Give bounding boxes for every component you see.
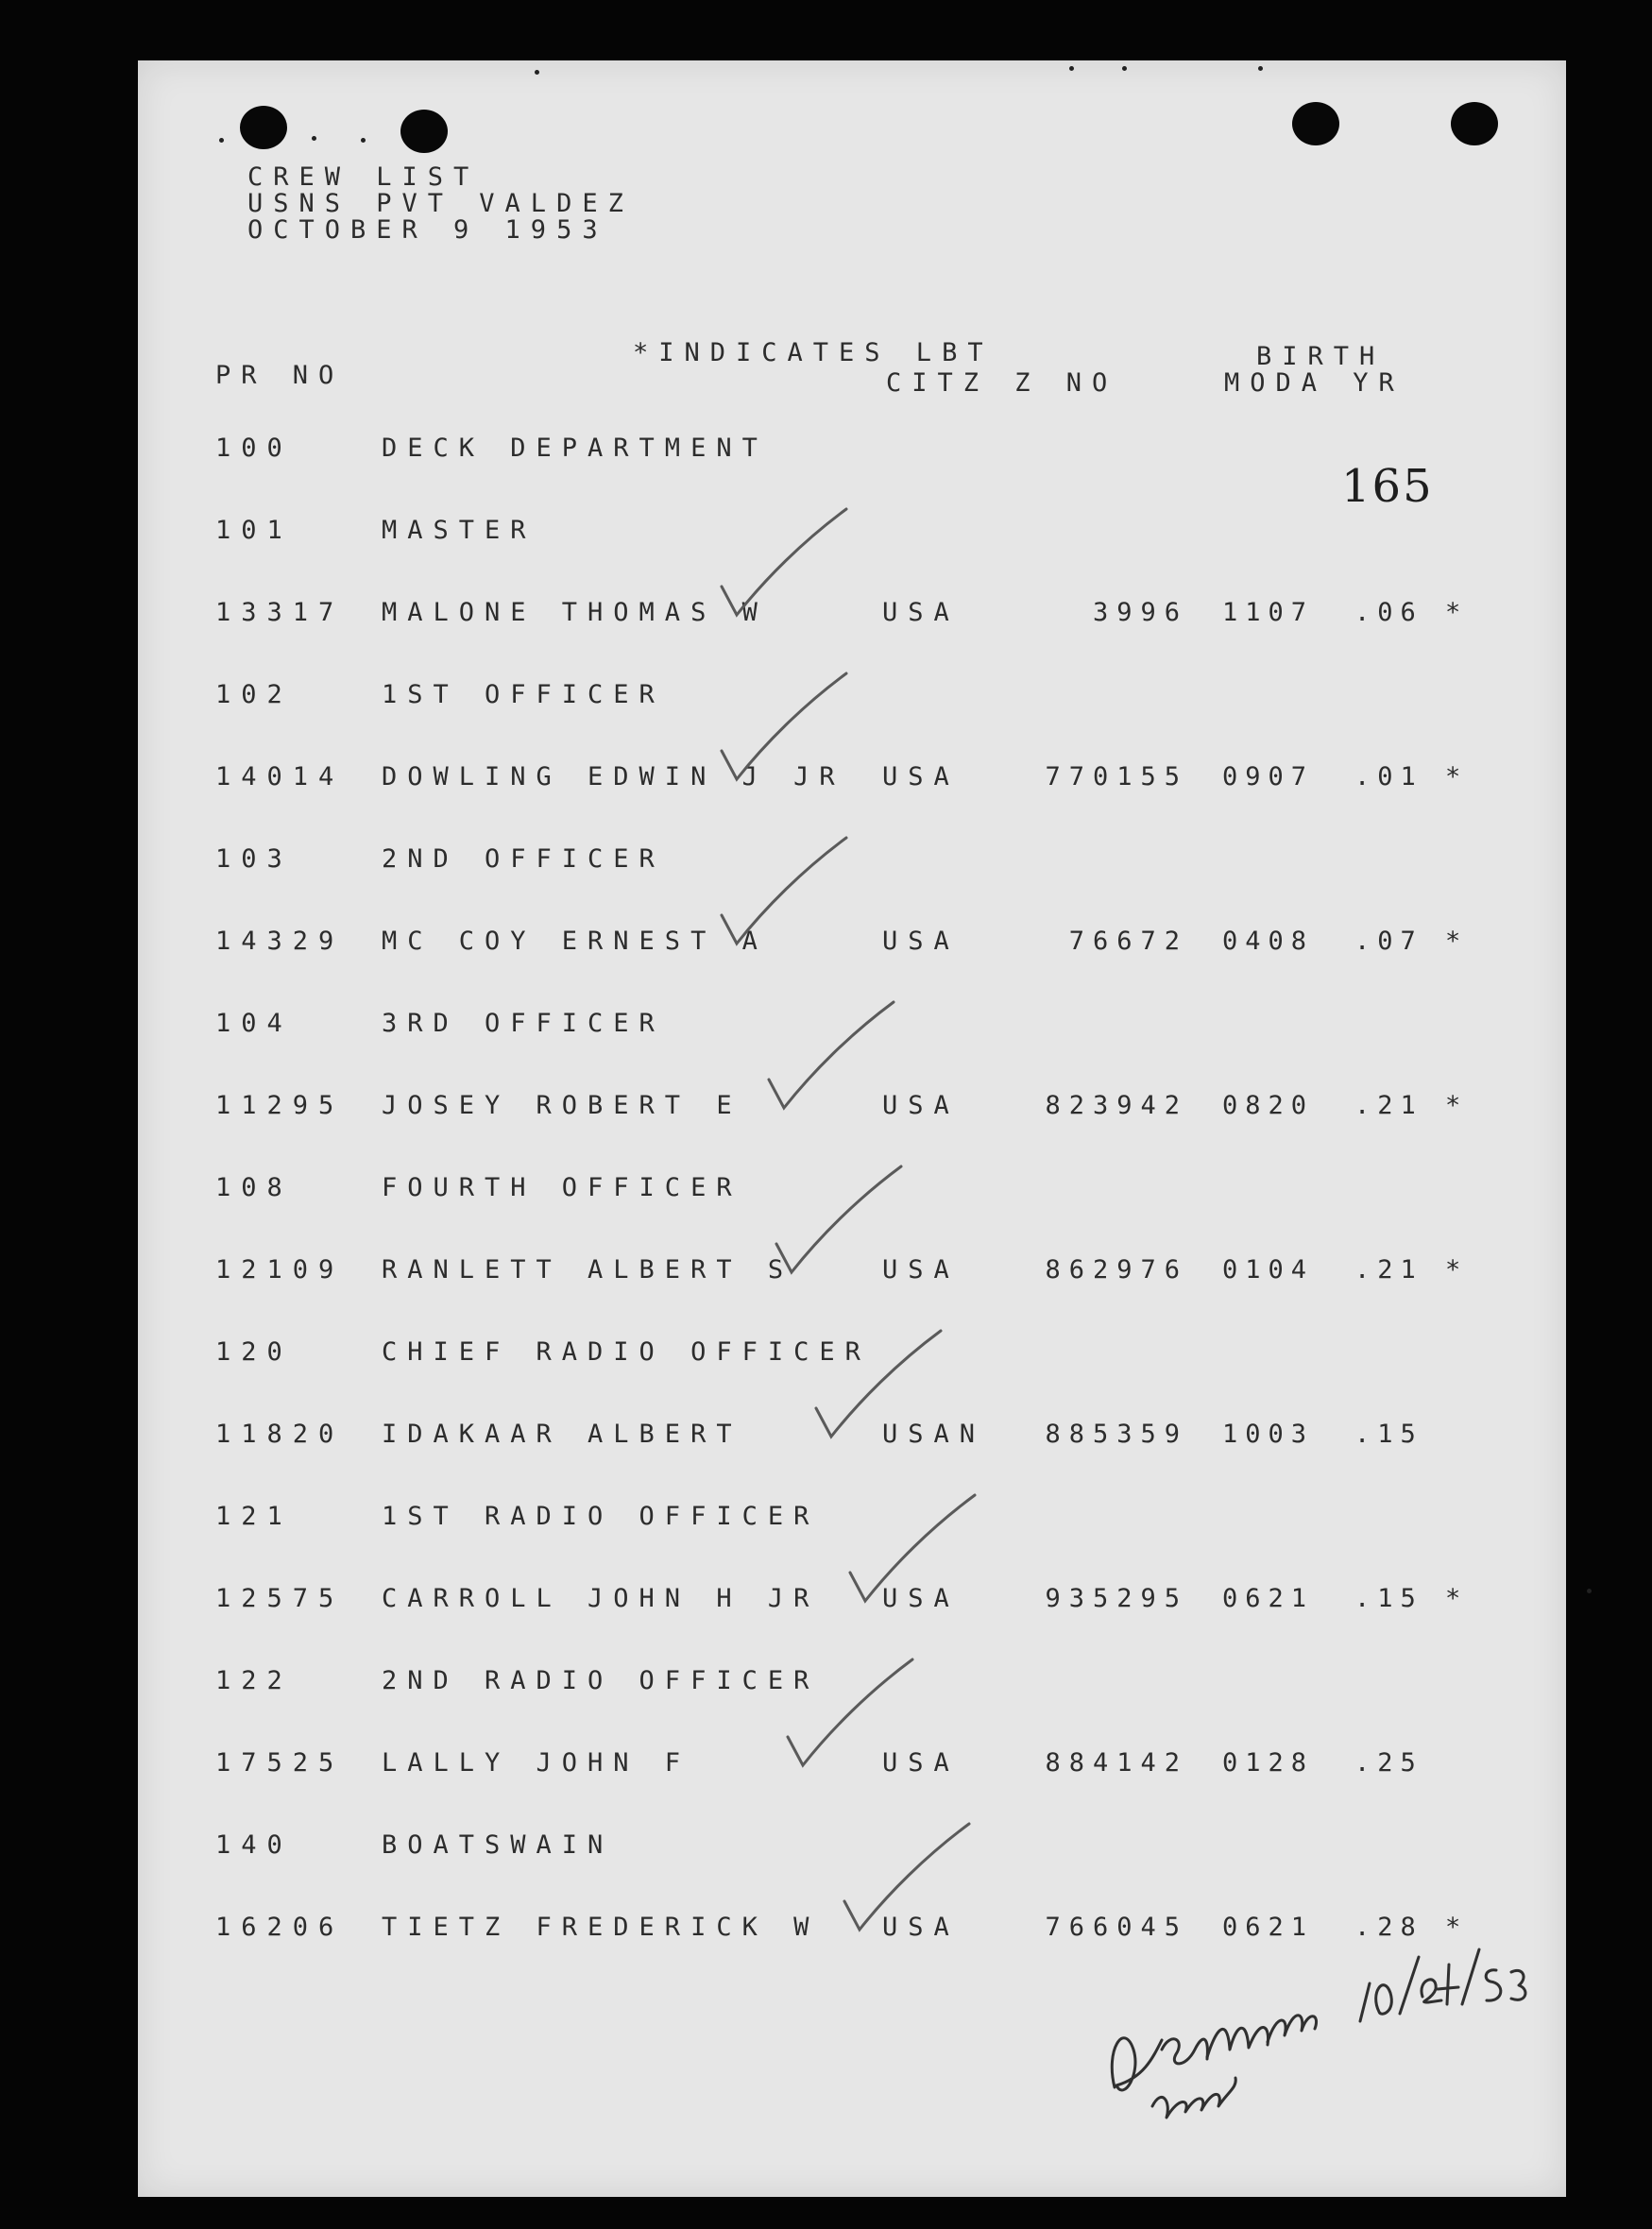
citizenship: USA [882,598,960,627]
birth-moda: 0621 [1222,1913,1315,1942]
check-mark-icon [718,503,850,626]
position-code: 108 [215,1173,293,1202]
z-number: 935295 [1045,1584,1188,1613]
birth-moda: 0128 [1222,1748,1315,1778]
z-number: 3996 [1092,598,1188,627]
lbt-marker: * [1445,598,1461,627]
inspector-signature [1096,1898,1530,2125]
position-title: FOURTH OFFICER [382,1173,742,1202]
lbt-marker: * [1445,1913,1461,1942]
z-number: 76672 [1068,927,1188,956]
crew-name: CARROLL JOHN H JR [382,1584,820,1613]
z-number: 885359 [1045,1420,1188,1449]
punch-hole [1451,102,1498,145]
payroll-number: 16206 [215,1913,345,1942]
check-mark-icon [765,996,897,1119]
position-title: MASTER [382,516,536,545]
birth-moda: 0408 [1222,927,1315,956]
position-title: BOATSWAIN [382,1830,614,1860]
citizenship: USAN [882,1420,986,1449]
lbt-marker: * [1445,762,1461,791]
position-code: 120 [215,1337,293,1367]
crew-name: IDAKAAR ALBERT [382,1420,742,1449]
birth-year: .25 [1354,1748,1423,1778]
payroll-number: 14014 [215,762,345,791]
crew-name: JOSEY ROBERT E [382,1091,742,1120]
document-title [247,164,634,244]
crew-name: TIETZ FREDERICK W [382,1913,820,1942]
check-mark-icon [773,1161,905,1284]
position-title: CHIEF RADIO OFFICER [382,1337,871,1367]
department-code: 100 [215,434,293,463]
paper-speck [312,136,316,141]
crew-name: DOWLING EDWIN J JR [382,762,845,791]
crew-name: MALONE THOMAS W [382,598,768,627]
z-number: 862976 [1045,1255,1188,1285]
birth-year: .15 [1354,1584,1423,1613]
birth-moda: 0621 [1222,1584,1315,1613]
position-title: 1ST RADIO OFFICER [382,1502,820,1531]
birth-year: .01 [1354,762,1423,791]
check-mark-icon [718,832,850,955]
punch-hole [1292,102,1339,145]
position-title: 2ND OFFICER [382,844,665,874]
citz-z-no-header: CITZ Z NO [886,368,1118,398]
citizenship: USA [882,1584,960,1613]
moda-yr-header: MODA YR [1224,368,1405,398]
birth-moda: 1003 [1222,1420,1315,1449]
z-number: 770155 [1045,762,1188,791]
position-title: 1ST OFFICER [382,680,665,709]
position-code: 140 [215,1830,293,1860]
lbt-marker: * [1445,1091,1461,1120]
payroll-number: 14329 [215,927,345,956]
paper-speck [535,70,539,75]
citizenship: USA [882,1913,960,1942]
check-mark-icon [846,1489,979,1612]
vessel-name: USNS PVT VALDEZ [247,189,634,218]
payroll-number: 11820 [215,1420,345,1449]
punch-hole [240,106,287,149]
z-number: 823942 [1045,1091,1188,1120]
crew-name: RANLETT ALBERT S [382,1255,794,1285]
check-mark-icon [718,668,850,791]
crew-name: MC COY ERNEST A [382,927,768,956]
lbt-marker: * [1445,927,1461,956]
birth-year: .07 [1354,927,1423,956]
birth-moda: 0907 [1222,762,1315,791]
birth-year: .15 [1354,1420,1423,1449]
paper-speck [361,138,366,143]
check-mark-icon [841,1818,973,1941]
paper-speck [219,138,224,143]
citizenship: USA [882,927,960,956]
paper-speck [1122,66,1127,71]
folio-number: 165 [1341,460,1434,513]
list-date: OCTOBER 9 1953 [247,215,608,245]
birth-year: .06 [1354,598,1423,627]
crew-name: LALLY JOHN F [382,1748,691,1778]
position-code: 104 [215,1009,293,1038]
position-code: 102 [215,680,293,709]
check-mark-icon [812,1325,945,1448]
lbt-note: *INDICATES LBT [633,338,994,367]
birth-header: BIRTH [1256,342,1386,371]
check-mark-icon [784,1654,916,1777]
z-number: 884142 [1045,1748,1188,1778]
birth-moda: 0104 [1222,1255,1315,1285]
birth-moda: 0820 [1222,1091,1315,1120]
birth-moda: 1107 [1222,598,1315,627]
paper-speck [1258,66,1263,71]
payroll-number: 12109 [215,1255,345,1285]
citizenship: USA [882,1255,960,1285]
position-code: 122 [215,1666,293,1695]
position-title: 3RD OFFICER [382,1009,665,1038]
pr-no-header: PR NO [215,361,345,390]
z-number: 766045 [1045,1913,1188,1942]
paper-speck [1587,1589,1592,1593]
lbt-marker: * [1445,1584,1461,1613]
citizenship: USA [882,762,960,791]
paper-speck [1069,66,1074,71]
birth-year: .21 [1354,1091,1423,1120]
birth-year: .28 [1354,1913,1423,1942]
payroll-number: 17525 [215,1748,345,1778]
lbt-marker: * [1445,1255,1461,1285]
birth-year: .21 [1354,1255,1423,1285]
citizenship: USA [882,1748,960,1778]
department-title: DECK DEPARTMENT [382,434,768,463]
position-title: 2ND RADIO OFFICER [382,1666,820,1695]
position-code: 103 [215,844,293,874]
payroll-number: 11295 [215,1091,345,1120]
punch-hole [400,110,448,153]
payroll-number: 12575 [215,1584,345,1613]
payroll-number: 13317 [215,598,345,627]
position-code: 101 [215,516,293,545]
position-code: 121 [215,1502,293,1531]
citizenship: USA [882,1091,960,1120]
title-line: CREW LIST [247,162,480,192]
